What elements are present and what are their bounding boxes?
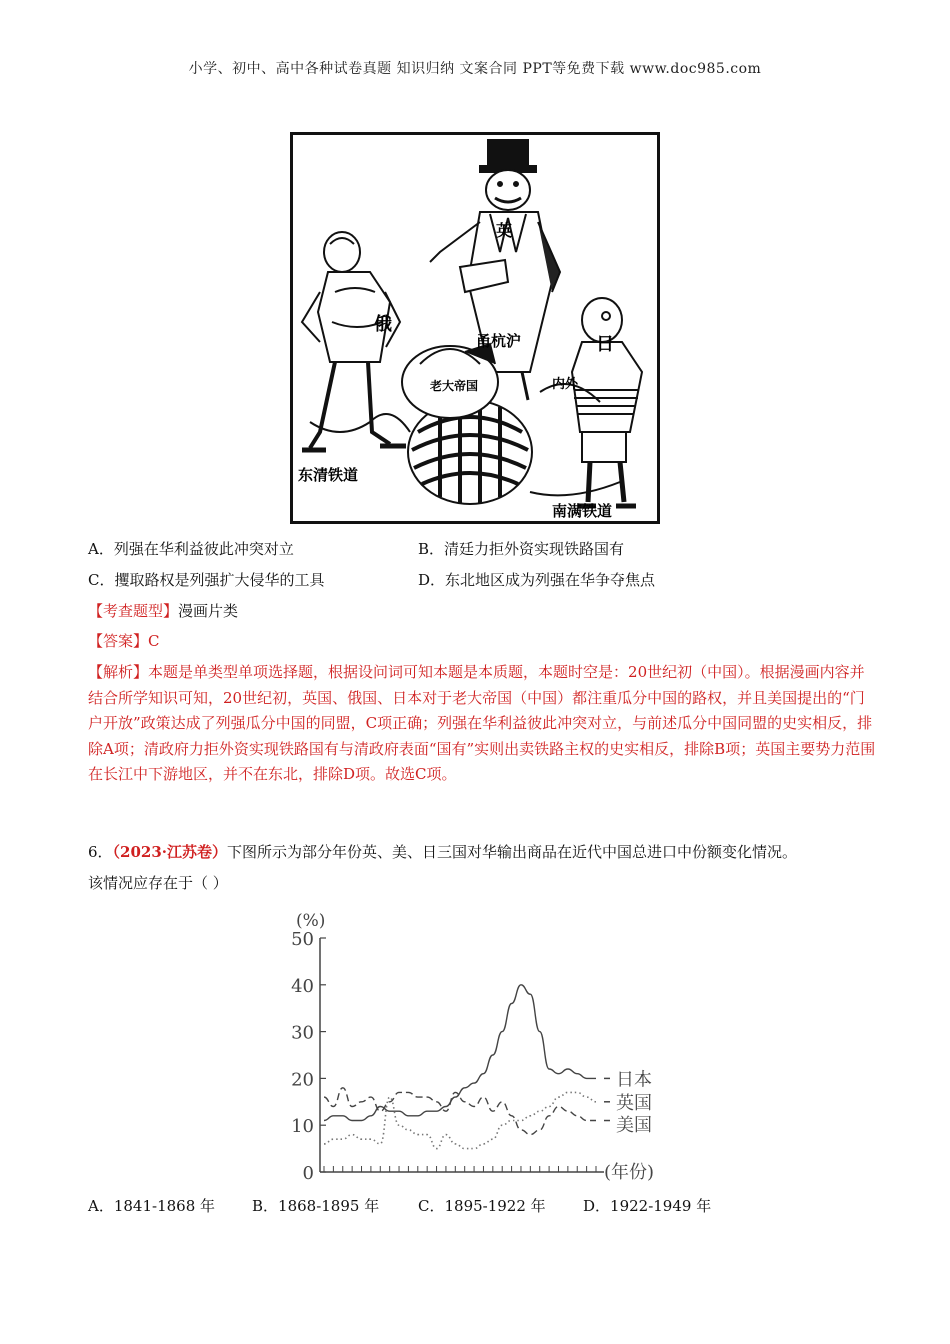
chart-axes — [320, 938, 604, 1172]
series-label: 日本 — [616, 1069, 652, 1091]
y-tick-label: 40 — [291, 975, 314, 997]
label-yonghanghu: 甬杭沪 — [476, 332, 522, 350]
y-tick-label: 30 — [291, 1022, 314, 1044]
y-tick-label: 0 — [302, 1163, 314, 1184]
label-britain: 英 — [496, 221, 513, 240]
page-header: 小学、初中、高中各种试卷真题 知识归纳 文案合同 PPT等免费下载 www.doc985.com — [188, 61, 762, 77]
label-east-railway: 东清铁道 — [298, 466, 359, 484]
q6-option-b: B．1868-1895 年 — [252, 1197, 380, 1215]
q6-option-c: C．1895-1922 年 — [418, 1197, 546, 1215]
series-label: 美国 — [616, 1114, 652, 1136]
q6-stem-line2: 该情况应存在于（ ） — [88, 874, 228, 892]
q5-analysis — [88, 660, 878, 788]
series-line-美国 — [324, 1088, 596, 1135]
y-axis-label: (%) — [296, 911, 326, 931]
q5-option-b: B．清廷力拒外资实现铁路国有 — [418, 540, 625, 558]
q6-stem-text: 下图所示为部分年份英、美、日三国对华输出商品在近代中国总进口中份额变化情况。 — [227, 843, 798, 861]
q6-number: 6． — [88, 843, 113, 861]
analysis-text: 本题是单类型单项选择题，根据设问词可知本题是本质题，本题时空是：20世纪初（中国）。根据漫画内容并结合所学知识可知，20世纪初，英国、俄国、日本对于老大帝国（中国）都注重瓜分中国的路权，并且美国提出的“门户开放”政策达成了列强瓜分中国的同盟，C项正确；列强在华利益彼此冲突对立，与前述瓜分中国同盟的史实相反，排除A项；清政府力拒外资实现铁路国有与清政府表面“国有”实则出卖铁路主权的史实相反，排除B项；英国主要势力范围在长江中下游地区，并不在东北，排除D项。故选C项。 — [88, 663, 876, 783]
q6-option-a: A．1841-1868 年 — [88, 1197, 216, 1215]
y-tick-label: 20 — [291, 1069, 314, 1091]
q5-option-a: A．列强在华利益彼此冲突对立 — [88, 540, 294, 558]
type-value: 漫画片类 — [178, 602, 239, 620]
q6-stem-line1 — [88, 841, 797, 862]
q6-option-d: D．1922-1949 年 — [583, 1197, 712, 1215]
chart-labels — [291, 911, 654, 1184]
import-share-chart — [280, 900, 680, 1190]
q5-type-line — [88, 600, 238, 621]
y-tick-label: 50 — [291, 929, 314, 950]
label-japan: 日 — [596, 334, 614, 355]
q5-option-d: D．东北地区成为列强在华争夺焦点 — [418, 571, 656, 589]
series-label: 英国 — [616, 1092, 652, 1114]
q6-source: （2023·江苏卷） — [112, 843, 228, 861]
label-south-railway: 南满铁道 — [552, 502, 613, 520]
label-russia: 俄 — [374, 314, 392, 335]
label-inner-outer: 内外 — [552, 377, 579, 392]
label-empire: 老大帝国 — [430, 379, 479, 393]
answer-label: 【答案】 — [88, 632, 149, 650]
y-tick-label: 10 — [291, 1116, 314, 1138]
q5-option-c: C．攫取路权是列强扩大侵华的工具 — [88, 571, 325, 589]
answer-value: C — [148, 632, 160, 650]
x-axis-label: (年份) — [604, 1162, 655, 1183]
q5-answer-line — [88, 630, 160, 651]
chart-lines — [324, 985, 610, 1149]
analysis-label: 【解析】 — [88, 663, 149, 681]
political-cartoon — [290, 132, 660, 524]
type-label: 【考查题型】 — [88, 602, 179, 620]
